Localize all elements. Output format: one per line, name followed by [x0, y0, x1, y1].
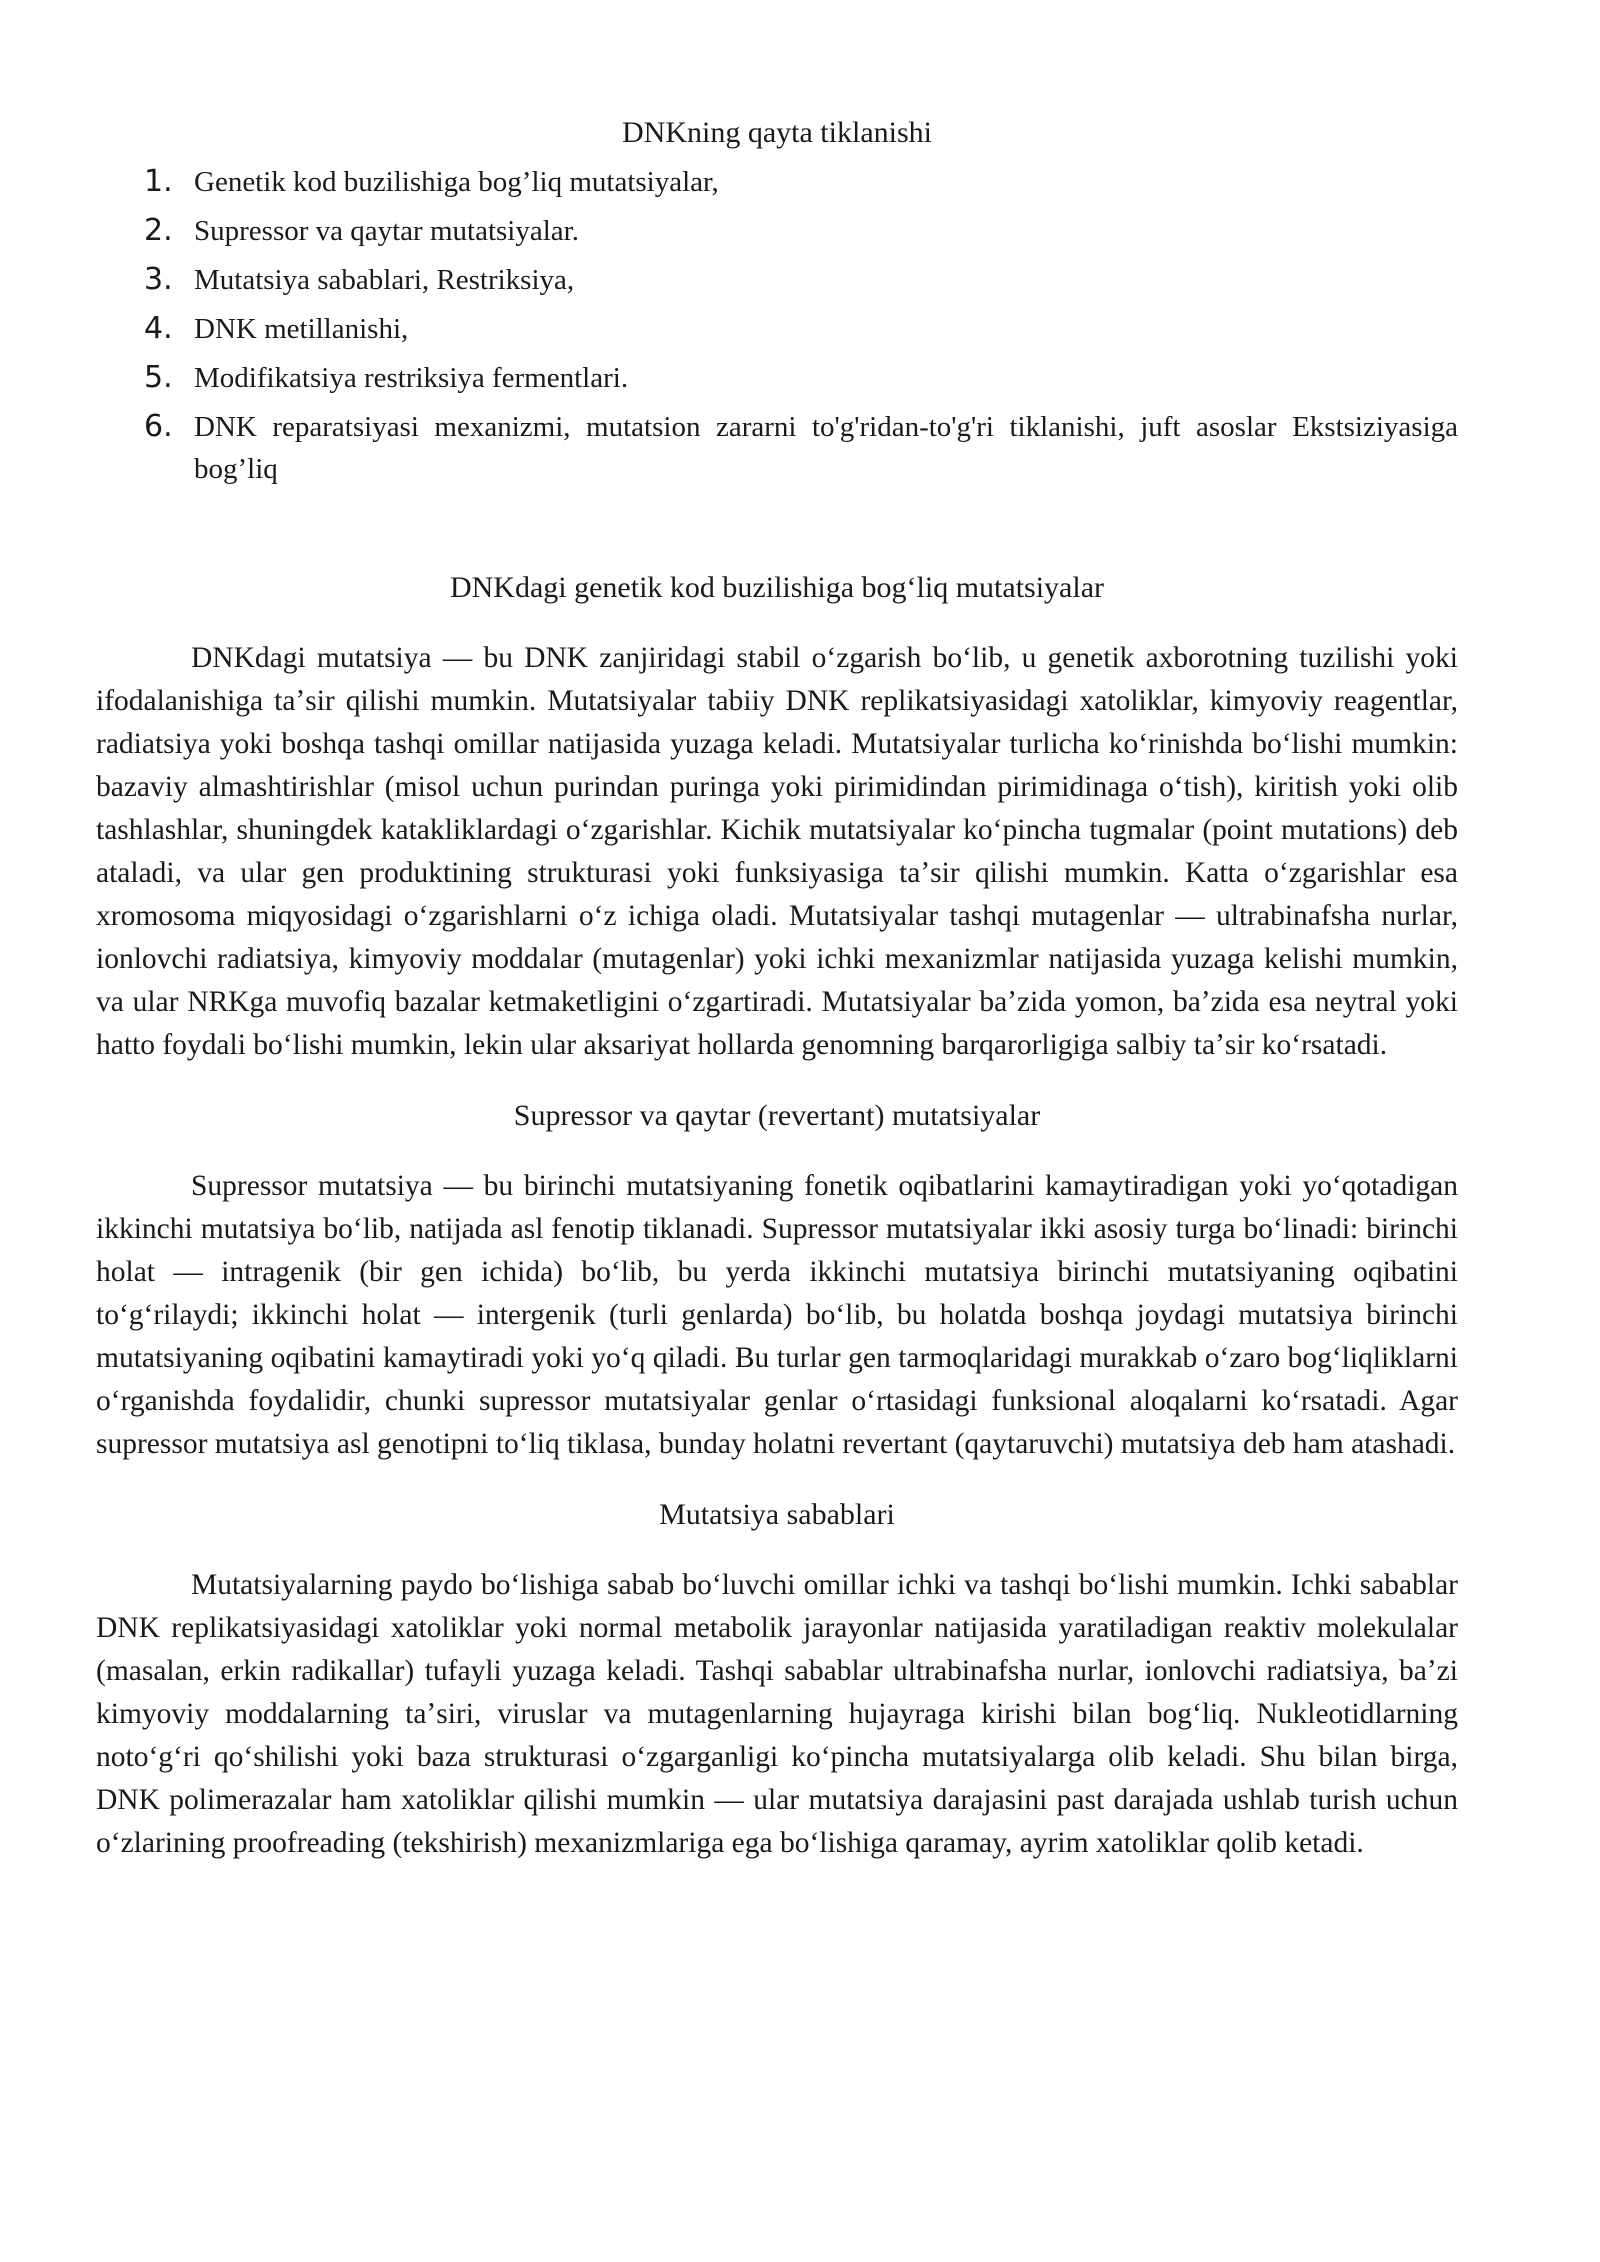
list-item-text: Supressor va qaytar mutatsiyalar. [194, 215, 579, 247]
list-item-text: Modifikatsiya restriksiya fermentlari. [194, 362, 629, 394]
list-item-number: 6. [144, 409, 173, 444]
list-item [96, 161, 1458, 203]
section-heading-genetic-code: DNKdagi genetik kod buzilishiga bogʻliq mutatsiyalar [449, 571, 1105, 604]
list-item-text: Mutatsiya sabablari, Restriksiya, [194, 264, 575, 296]
list-item-number: 2. [144, 213, 173, 248]
section-paragraph-genetic-code: DNKdagi mutatsiya — bu DNK zanjiridagi stabil oʻzgarish boʻlib, u genetik axborotning tuzilishi yoki ifodalanishiga taʼsir qilishi mumkin. Mutatsiyalar tabiiy DNK replikatsiyasidagi xatoliklar, kimyoviy reagentlar, radiatsiya yoki boshqa tashqi omillar natijasida yuzaga keladi. Mutatsiyalar turlicha koʻrinishda boʻlishi mumkin: bazaviy almashtirishlar (misol uchun purindan puringa yoki pirimidindan pirimidinaga oʻtish), kiritish yoki olib tashlashlar, shuningdek katakliklardagi oʻzgarishlar. Kichik mutatsiyalar koʻpincha tugmalar (point mutations) deb ataladi, va ular gen produktining strukturasi yoki funksiyasiga taʼsir qilishi mumkin. Katta oʻzgarishlar esa xromosoma miqyosidagi oʻzgarishlarni oʻz ichiga oladi. Mutatsiyalar tashqi mutagenlar — ultrabinafsha nurlar, ionlovchi radiatsiya, kimyoviy moddalar (mutagenlar) yoki ichki mexanizmlar natijasida yuzaga kelishi mumkin, va ular NRKga muvofiq bazalar ketmaketligini oʻzgartiradi. Mutatsiyalar baʼzida yomon, baʼzida esa neytral yoki hatto foydali boʻlishi mumkin, lekin ular aksariyat hollarda genomning barqarorligiga salbiy taʼsir koʻrsatadi. [96, 642, 1458, 1061]
document-page [96, 112, 1458, 1865]
list-item-text: DNK reparatsiyasi mexanizmi, mutatsion zararni to'g'ridan-to'g'ri tiklanishi, juft asoslar Ekstsiziyasiga bog’liq [194, 411, 1458, 485]
topics-list [96, 161, 1458, 490]
list-item-number: 5. [144, 360, 173, 395]
section-paragraph-suppressor: Supressor mutatsiya — bu birinchi mutatsiyaning fonetik oqibatlarini kamaytiradigan yoki yoʻqotadigan ikkinchi mutatsiya boʻlib, natijada asl fenotip tiklanadi. Supressor mutatsiyalar ikki asosiy turga boʻlinadi: birinchi holat — intragenik (bir gen ichida) boʻlib, bu yerda ikkinchi mutatsiya birinchi mutatsiyaning oqibatini toʻgʻrilaydi; ikkinchi holat — intergenik (turli genlarda) boʻlib, bu holatda boshqa joydagi mutatsiya birinchi mutatsiyaning oqibatini kamaytiradi yoki yoʻq qiladi. Bu turlar gen tarmoqlaridagi murakkab oʻzaro bogʻliqliklarni oʻrganishda foydalidir, chunki supressor mutatsiyalar genlar oʻrtasidagi funksional aloqalarni koʻrsatadi. Agar supressor mutatsiya asl genotipni toʻliq tiklasa, bunday holatni revertant (qaytaruvchi) mutatsiya deb ham atashadi. [96, 1170, 1458, 1460]
list-item [96, 259, 1458, 301]
list-item-text: DNK metillanishi, [194, 313, 409, 345]
list-item-number: 3. [144, 262, 173, 297]
section-heading-suppressor: Supressor va qaytar (revertant) mutatsiyalar [513, 1099, 1041, 1132]
list-item-text: Genetik kod buzilishiga bog’liq mutatsiyalar, [194, 166, 719, 198]
list-item-number: 1. [144, 164, 173, 199]
list-item-number: 4. [144, 311, 173, 346]
list-item [96, 210, 1458, 252]
section-paragraph-causes: Mutatsiyalarning paydo boʻlishiga sabab boʻluvchi omillar ichki va tashqi boʻlishi mumkin. Ichki sabablar DNK replikatsiyasidagi xatoliklar yoki normal metabolik jarayonlar natijasida yaratiladigan reaktiv molekulalar (masalan, erkin radikallar) tufayli yuzaga keladi. Tashqi sabablar ultrabinafsha nurlar, ionlovchi radiatsiya, baʼzi kimyoviy moddalarning taʼsiri, viruslar va mutagenlarning hujayraga kirishi bilan bogʻliq. Nukleotidlarning notoʻgʻri qoʻshilishi yoki baza strukturasi oʻzgarganligi koʻpincha mutatsiyalarga olib keladi. Shu bilan birga, DNK polimerazalar ham xatoliklar qilishi mumkin — ular mutatsiya darajasini past darajada ushlab turish uchun oʻzlarining proofreading (tekshirish) mexanizmlariga ega boʻlishiga qaramay, ayrim xatoliklar qolib ketadi. [96, 1569, 1458, 1859]
list-item [96, 406, 1458, 490]
section-heading-causes: Mutatsiya sabablari [659, 1498, 895, 1531]
document-title: DNKning qayta tiklanishi [622, 116, 932, 149]
list-item [96, 308, 1458, 350]
list-item [96, 357, 1458, 399]
